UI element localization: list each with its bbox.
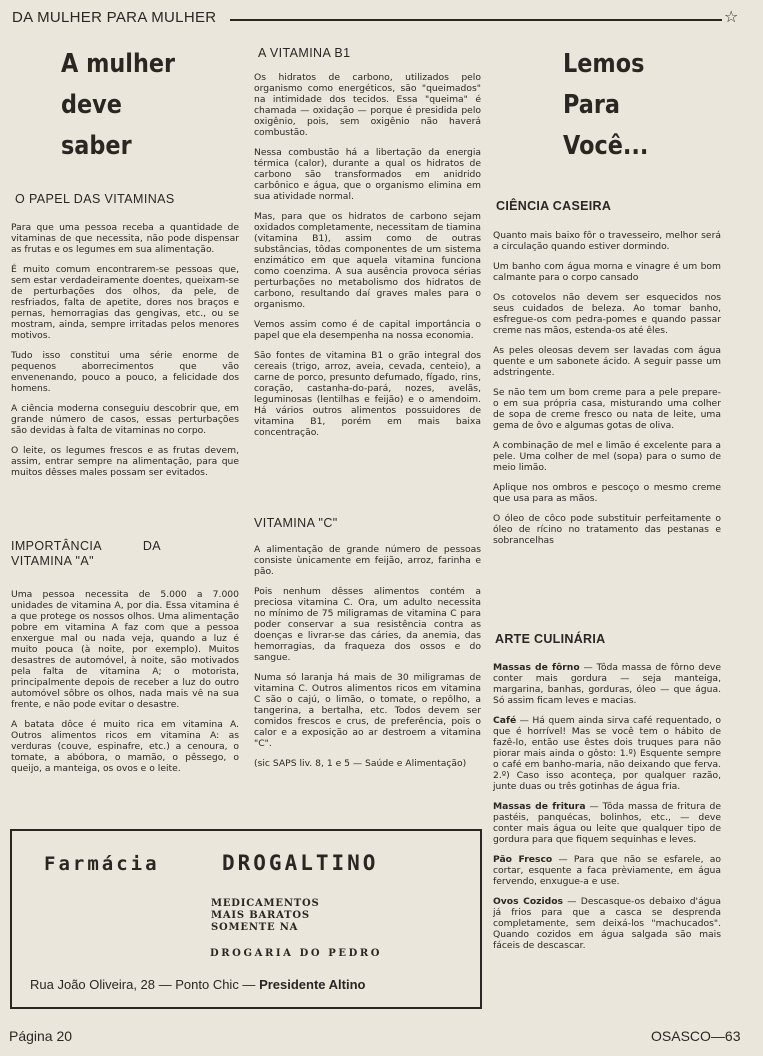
section-title-arte-culinaria: ARTE CULINÁRIA bbox=[495, 632, 606, 646]
section-title-vitamina-a: IMPORTÂNCIA DA VITAMINA "A" bbox=[11, 539, 161, 568]
section-culinaria-body bbox=[493, 662, 721, 960]
headline-line: Lemos bbox=[563, 49, 645, 79]
footer-issue: OSASCO—63 bbox=[651, 1028, 741, 1044]
ad-drogaria: DROGARIA DO PEDRO bbox=[210, 948, 383, 959]
paragraph: São fontes de vitamina B1 o grão integral dos cereais (trigo, arroz, aveia, cevada, centeio), a carne de porco, presunto defumado, fígado, rins, coração, castanha-do-pará, nozes, avelãs, leguminosas (lentilhas e feijão) e o amendoim. Há vários outros alimentos possuidores de vitamina B1, porém em mais baixa concentração. bbox=[254, 350, 481, 438]
section-papel-body bbox=[11, 222, 239, 487]
paragraph: A alimentação de grande número de pessoas consiste ùnicamente em feijão, arroz, farinha e pão. bbox=[254, 544, 481, 577]
paragraph: Um banho com água morna e vinagre é um bom calmante para o corpo cansado bbox=[493, 261, 721, 283]
section-header-title: DA MULHER PARA MULHER bbox=[12, 9, 217, 26]
recipe-text: — Tôda massa de fritura de pastéis, panquécas, bolinhos, etc., — deve conter mais água ou leite que qualquer tipo de gordura para que fiquem sequinhas e leves. bbox=[493, 801, 721, 845]
headline-line: deve bbox=[61, 90, 122, 120]
paragraph: Para que uma pessoa receba a quantidade de vitaminas de que necessita, não pode dispensar as frutas e os legumes em sua alimentação. bbox=[11, 222, 239, 255]
paragraph: Tudo isso constitui uma série enorme de pequenos aborrecimentos que vão envenenando, pouco a pouco, a felicidade dos homens. bbox=[11, 350, 239, 394]
section-title-vitamina-c: VITAMINA "C" bbox=[254, 516, 338, 530]
paragraph: Pois nenhum dêsses alimentos contém a preciosa vitamina C. Ora, um adulto necessita no mínimo de 75 miligramas de vitamina C para poder conservar a sua resistência contra as doenças e livrar-se das cáries, da anemia, das hemorragias, da fraqueza dos ossos e do sangue. bbox=[254, 586, 481, 663]
recipe-item bbox=[493, 662, 721, 706]
ad-name-drogaltino: DROGALTINO bbox=[222, 851, 379, 875]
section-vitamina-c-body bbox=[254, 544, 481, 778]
recipe-item bbox=[493, 896, 721, 951]
ad-tagline-line: MAIS BARATOS bbox=[211, 910, 310, 921]
ad-name-farmacia: Farmácia bbox=[44, 853, 160, 875]
recipe-lead: Massas de fritura bbox=[493, 801, 586, 812]
headline-right bbox=[563, 44, 648, 167]
recipe-item bbox=[493, 801, 721, 845]
recipe-text: — Para que não se esfarele, ao cortar, esquente a faca prèviamente, em água fervendo, enxugue-a e use. bbox=[493, 854, 721, 887]
paragraph: (sic SAPS liv. 8, 1 e 5 — Saúde e Alimentação) bbox=[254, 758, 467, 769]
recipe-lead: Pão Fresco bbox=[493, 854, 553, 865]
footer-page-number: Página 20 bbox=[9, 1028, 73, 1044]
paragraph: O leite, os legumes frescos e as frutas devem, assim, entrar sempre na alimentação, para que muitos dêsses males possam ser evitados. bbox=[11, 445, 239, 478]
star-icon: ☆ bbox=[724, 7, 739, 26]
paragraph: Os hidratos de carbono, utilizados pelo organismo como energéticos, são "queimados" na intimidade dos tecidos. Essa "queima" é chamada — oxidação — porque é presidida pelo oxigênio, pois, sem oxigênio não haverá combustão. bbox=[254, 72, 481, 138]
page-header bbox=[8, 6, 753, 28]
ad-tagline-line: MEDICAMENTOS bbox=[211, 898, 320, 909]
section-vitamina-b1-body bbox=[254, 72, 481, 447]
pharmacy-advertisement bbox=[10, 829, 482, 1009]
headline-line: Para bbox=[563, 90, 621, 120]
paragraph: O óleo de côco pode substituir perfeitamente o óleo de rícino no tratamento das pestanas e sobrancelhas bbox=[493, 513, 721, 546]
headline-line: Você... bbox=[563, 131, 649, 161]
paragraph: A ciência moderna conseguiu descobrir que, em grande número de casos, essas perturbações são devidas à falta de vitaminas no corpo. bbox=[11, 403, 239, 436]
ad-address-street: Rua João Oliveira, 28 — Ponto Chic — bbox=[30, 977, 260, 992]
paragraph: Se não tem um bom creme para a pele prepare-o em sua própria casa, misturando uma colher de sopa de creme fresco ou nata de leite, uma gema de ôvo e algumas gotas de oliva. bbox=[493, 387, 721, 431]
headline-line: saber bbox=[61, 131, 132, 161]
paragraph: Mas, para que os hidratos de carbono sejam oxidados completamente, necessitam de tiamina (vitamina B1), assim como de outras substâncias, tôdas componentes de um sistema enzimático em que aquela vitamina funciona como coenzima. A sua ausência provoca sérias perturbações no metabolismo dos hidratos de carbono, resultando daí graves males para o organismo. bbox=[254, 211, 481, 310]
recipe-lead: Massas de fôrno bbox=[493, 662, 580, 673]
paragraph: É muito comum encontrarem-se pessoas que, sem estar verdadeiramente doentes, queixam-se de perturbações dos olhos, da pele, de resfriados, falta de apetite, dores nos braços e pernas, hemorragias das gengivas, etc., ou se mostram, ainda, sempre irritadas pelos menores motivos. bbox=[11, 264, 239, 341]
paragraph: Quanto mais baixo fôr o travesseiro, melhor será a circulação quando estiver dormindo. bbox=[493, 230, 721, 252]
section-title-ciencia-caseira: CIÊNCIA CASEIRA bbox=[496, 199, 612, 213]
paragraph: Numa só laranja há mais de 30 miligramas de vitamina C. Outros alimentos ricos em vitamina C são o cajú, o limão, o tomate, o repôlho, a tangerina, a bertalha, etc. Todos devem ser comidos frescos e crus, de preferência, pois o calor e a exposição ao ar destroem a vitamina "C". bbox=[254, 672, 481, 749]
section-vitamina-a-body bbox=[11, 589, 239, 783]
ad-tagline-line: SOMENTE NA bbox=[211, 922, 299, 933]
recipe-lead: Ovos Cozidos bbox=[493, 896, 564, 907]
paragraph: Uma pessoa necessita de 5.000 a 7.000 unidades de vitamina A, por dia. Essa vitamina é a que protege os nossos olhos. Uma alimentação pobre em vitamina A faz com que a pessoa enxergue mal ou nada veja, quando a luz é muito pouca (à noite, por exemplo). Muitos desastres de automóvel, à noite, são motivados pela falta de vitamina A; o motorista, principalmente depois de receber a luz do outro automóvel sôbre os olhos, nada mais vê na sua frente, e não pode evitar o desastre. bbox=[11, 589, 239, 710]
paragraph: A combinação de mel e limão é excelente para a pele. Uma colher de mel (sopa) para o sumo de meio limão. bbox=[493, 440, 721, 473]
recipe-lead: Café bbox=[493, 715, 517, 726]
section-title-vitamina-b1: A VITAMINA B1 bbox=[258, 46, 351, 60]
paragraph: Os cotovelos não devem ser esquecidos nos seus cuidados de beleza. Ao tomar banho, esfregue-os com pedra-pomes e quando passar creme nas mãos, estenda-os até êles. bbox=[493, 292, 721, 336]
paragraph: Nessa combustão há a libertação da energia térmica (calor), durante a qual os hidratos de carbono são transformados em anidrido carbônico e água, que o organismo elimina em sua atividade normal. bbox=[254, 147, 481, 202]
recipe-item bbox=[493, 854, 721, 887]
recipe-item bbox=[493, 715, 721, 792]
section-ciencia-body bbox=[493, 230, 721, 555]
paragraph: Aplique nos ombros e pescoço o mesmo creme que usa para as mãos. bbox=[493, 482, 721, 504]
headline-left bbox=[61, 44, 175, 167]
ad-tagline bbox=[211, 898, 320, 934]
ad-address-city: Presidente Altino bbox=[259, 977, 366, 992]
paragraph: Vemos assim como é de capital importância o papel que ela desempenha na nossa economia. bbox=[254, 319, 481, 341]
section-title-papel: O PAPEL DAS VITAMINAS bbox=[15, 192, 175, 206]
paragraph: As peles oleosas devem ser lavadas com água quente e um sabonete ácido. A seguir passe um adstringente. bbox=[493, 345, 721, 378]
ad-address bbox=[30, 977, 366, 992]
recipe-text: — Descasque-os debaixo d'água já frios para que a casca se desprenda completamente, sem deixá-los "machucados". Quando cozidos em água salgada são mais fáceis de descascar. bbox=[493, 896, 721, 951]
recipe-text: — Tôda massa de fôrno deve conter mais gordura — seja manteiga, margarina, banhas, gorduras, óleo — que água. Só assim ficam leves e macias. bbox=[493, 662, 721, 706]
header-rule bbox=[230, 19, 722, 21]
headline-line: A mulher bbox=[61, 49, 176, 79]
recipe-text: — Há quem ainda sirva café requentado, o que é horrível! Mas se você tem o hábito de fazê-lo, então use êstes dois truques para não piorar mais ainda o gôsto: 1.º) Esquente sempre o café em banho-maria, não deixando que ferva. 2.º) Caso isso aconteça, por qualquer razão, junte duas ou três gotinhas de água fria. bbox=[493, 715, 721, 792]
paragraph: A batata dôce é muito rica em vitamina A. Outros alimentos ricos em vitamina A: as verduras (couve, espinafre, etc.) a cenoura, o tomate, a abóbora, o mamão, o pêssego, o queijo, a manteiga, os ovos e o leite. bbox=[11, 719, 239, 774]
